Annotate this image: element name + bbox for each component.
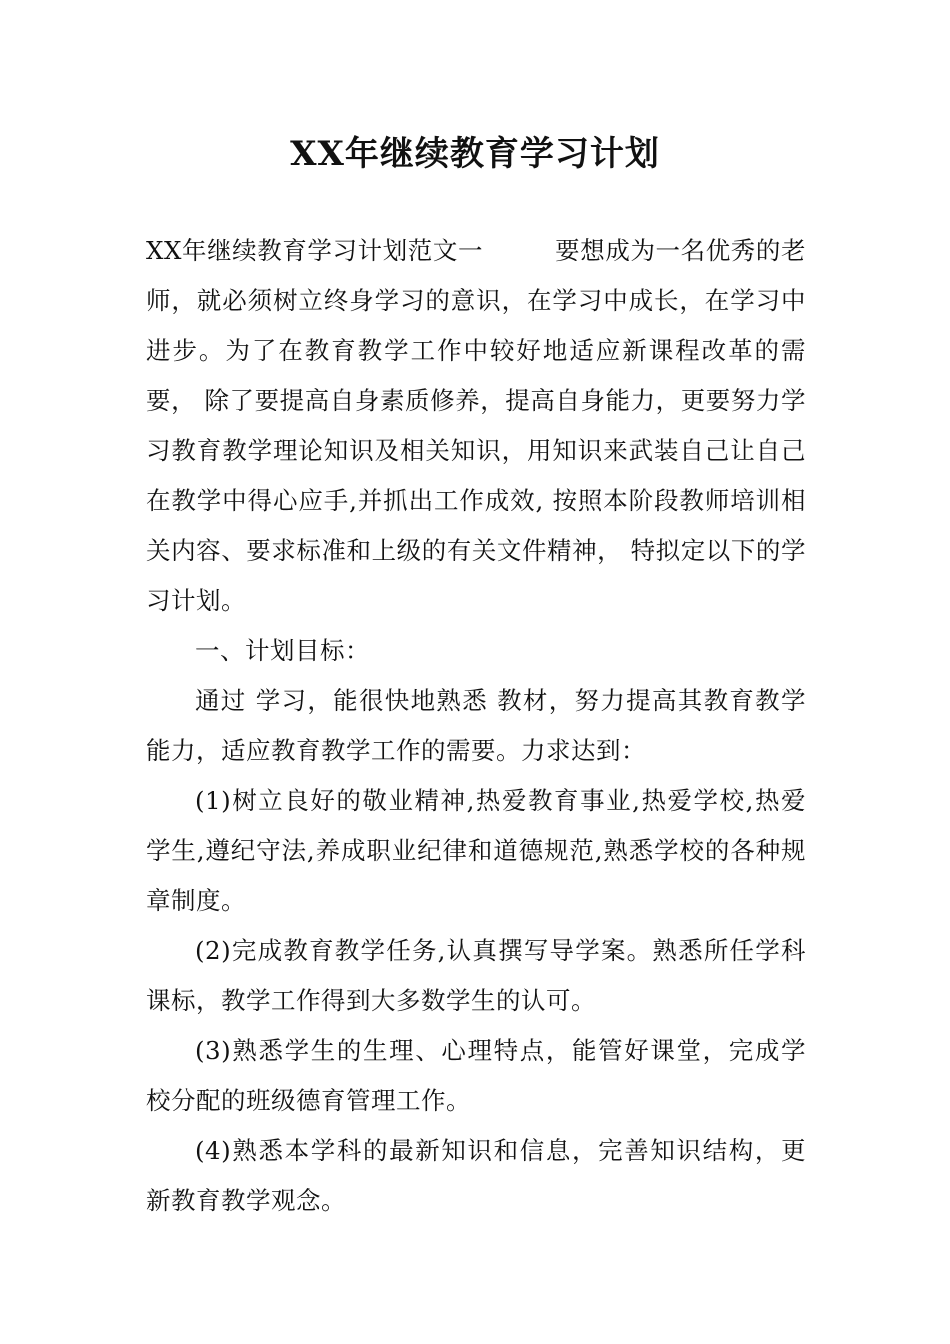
goal-intro-paragraph: 通过 学习，能很快地熟悉 教材，努力提高其教育教学能力，适应教育教学工作的需要。力求达到： (146, 686, 806, 765)
goal-item-4: (4)熟悉本学科的最新知识和信息，完善知识结构，更新教育教学观念。 (146, 1136, 806, 1215)
intro-text: 要想成为一名优秀的老师，就必须树立终身学习的意识，在学习中成长，在学习中进步。为了在教育教学工作中较好地适应新课程改革的需要， 除了要提高自身素质修养，提高自身能力，更要努力学习教育教学理论知识及相关知识，用知识来武装自己让自己在教学中得心应手,并抓出工作成效, 按照本阶段教师培训相关内容、要求标准和上级的有关文件精神， 特拟定以下的学习计划。 (146, 236, 806, 615)
intro-paragraph (146, 226, 806, 626)
intro-label: XX年继续教育学习计划范文一 (146, 236, 484, 265)
document-title: XX年继续教育学习计划 (290, 134, 660, 174)
goal-item-1: (1)树立良好的敬业精神,热爱教育事业,热爱学校,热爱学生,遵纪守法,养成职业纪律和道德规范,熟悉学校的各种规章制度。 (146, 786, 806, 915)
goal-item-3: (3)熟悉学生的生理、心理特点，能管好课堂，完成学校分配的班级德育管理工作。 (146, 1036, 806, 1115)
section-heading: 一、计划目标： (195, 636, 370, 665)
goal-item-2: (2)完成教育教学任务,认真撰写导学案。熟悉所任学科课标，教学工作得到大多数学生的认可。 (146, 936, 806, 1015)
document-body (146, 226, 806, 1226)
